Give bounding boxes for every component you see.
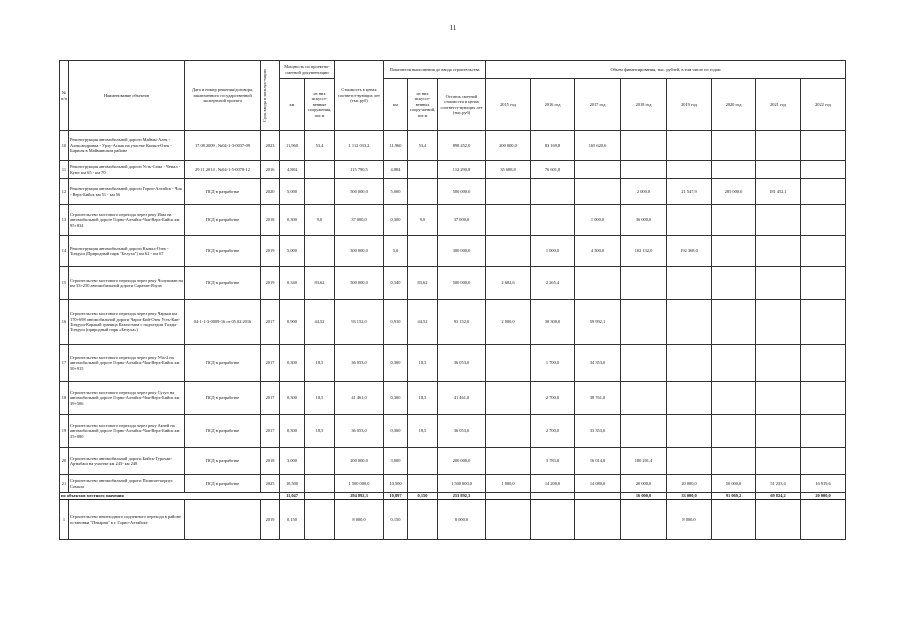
row-funding-year [667,382,712,415]
total-funding-year: 16 000,0 [621,493,667,500]
row-funding-year [801,161,846,179]
row-number: 15 [60,267,69,300]
header-remaining-km: км [384,79,408,131]
row-remaining-art: 53,4 [408,131,438,161]
header-term-text: Срок ввода в эксплуа-тацию [262,68,267,123]
table-row [60,475,846,493]
header-remaining-art: из них искусст-венных соору-жений, пог.м [408,79,438,131]
header-year-2017: 2017 год [575,79,621,131]
row-document: 17.08.2009 , №04-1-3-0037-09 [185,131,261,161]
objects-table-wrapper [59,60,845,540]
row-funding-year [667,415,712,448]
row-funding-year [575,161,621,179]
row-funding-year: 34 353,0 [575,345,621,382]
row-remaining-cost: 1 500 000,0 [438,475,486,493]
row-term: 2019 [261,236,280,267]
row-cost: 36 053,0 [335,345,384,382]
row-term: 2018 [261,205,280,236]
row-funding-year: 165 620,6 [575,131,621,161]
total-remaining-cost: 253 892,3 [438,493,486,500]
row-funding-year: 51 233,4 [756,475,801,493]
row-funding-year: 36 000,0 [621,205,667,236]
row-remaining-art [408,475,438,493]
row-funding-year [486,448,531,475]
total-funding-year [531,493,575,500]
row-cost: 37 000,0 [335,205,384,236]
row-remaining-cost: 36 053,0 [438,345,486,382]
row-funding-year: 2 700,0 [531,382,575,415]
table-row [60,267,846,300]
header-year-2020: 2020 год [712,79,756,131]
row-funding-year [712,500,756,540]
total-row [60,493,846,500]
row-funding-year: 38 761,0 [575,382,621,415]
table-row [60,300,846,345]
row-remaining-km: 5,000 [384,179,408,205]
row-remaining-km: 0,300 [384,382,408,415]
row-capacity-art [305,179,335,205]
row-funding-year [712,345,756,382]
header-year-2018: 2018 год [621,79,667,131]
row-remaining-art: 18,5 [408,382,438,415]
row-term: 2018 [261,448,280,475]
row-funding-year: 33 353,0 [575,415,621,448]
row-object-name: Строительство автомобильной дороги Полигон-корпус Сомала [69,475,185,493]
row-funding-year [486,382,531,415]
header-year-2015: 2015 год [486,79,531,131]
header-capacity-art: из них искусст-венные сооружения, пог.м [305,79,335,131]
row-term: 2019 [261,500,280,540]
row-funding-year: 16 919,6 [801,475,846,493]
row-funding-year: 2 000,0 [621,179,667,205]
table-header [60,61,846,131]
row-capacity-art [305,448,335,475]
row-term: 2017 [261,382,280,415]
row-object-name: Строительство мостового перехода через реку Акчей на автомобильной дороге Горно-Алтайск-Чоя-Верх-Бийск км 35+080 [69,415,185,448]
row-remaining-cost: 500 000,0 [438,267,486,300]
row-object-name: Реконструкция автомобильной дороги Горно-Алтайск - Чоя - Верх-Бийск км 51 - км 56 [69,179,185,205]
header-object-name: Наименование объектов [69,61,185,131]
row-funding-year: 83 169,8 [531,131,575,161]
row-capacity-art: 18,5 [305,415,335,448]
row-term: 2020 [261,179,280,205]
row-capacity-km: 0,300 [280,415,305,448]
table-body [60,131,846,540]
row-capacity-km: 5,000 [280,179,305,205]
row-document: ПСД в разработке [185,267,261,300]
row-cost: 1 500 000,0 [335,475,384,493]
row-remaining-km: 11,960 [384,131,408,161]
total-capacity-art [305,493,335,500]
row-remaining-km: 5,0 [384,236,408,267]
row-remaining-art [408,236,438,267]
row-funding-year [801,382,846,415]
row-remaining-km: 4,884 [384,161,408,179]
row-funding-year [667,131,712,161]
table-row [60,161,846,179]
row-funding-year [801,267,846,300]
total-remaining-km: 10,897 [384,493,408,500]
row-funding-year: 59 992,1 [575,300,621,345]
row-cost: 115 790,5 [335,161,384,179]
header-year-2016: 2016 год [531,79,575,131]
row-capacity-art: 18,5 [305,382,335,415]
row-funding-year [712,161,756,179]
row-term: 2023 [261,131,280,161]
row-document: ПСД в разработке [185,345,261,382]
header-document: Дата и номер решения/договора, заключенного государственной экспертизой проекта [185,61,261,131]
row-number: 12 [60,179,69,205]
table-row [60,415,846,448]
header-year-2022: 2022 год [801,79,846,131]
row-funding-year: 3 783,8 [531,448,575,475]
row-cost: 93 152,0 [335,300,384,345]
row-remaining-art: 18,5 [408,345,438,382]
row-funding-year [621,382,667,415]
row-funding-year [801,205,846,236]
row-funding-year: 16 014,8 [575,448,621,475]
row-remaining-art: 44,52 [408,300,438,345]
row-document: ПСД в разработке [185,448,261,475]
row-cost: 1 112 033,2 [335,131,384,161]
row-remaining-cost: 41 461,0 [438,382,486,415]
row-funding-year [756,345,801,382]
row-funding-year [621,131,667,161]
row-funding-year [801,131,846,161]
row-remaining-cost: 500 000,0 [438,179,486,205]
row-document: ПСД в разработке [185,415,261,448]
row-number: 17 [60,345,69,382]
row-remaining-art: 83,62 [408,267,438,300]
row-remaining-km: 3,000 [384,448,408,475]
row-term: 2017 [261,345,280,382]
total-capacity-km: 11,047 [280,493,305,500]
row-capacity-art: 44,52 [305,300,335,345]
row-term: 2016 [261,161,280,179]
row-remaining-km: 0,300 [384,205,408,236]
row-term: 2019 [261,267,280,300]
row-funding-year [756,415,801,448]
row-object-name: Реконструкция автомобильной дороги Маймы-Алек - Александровка - Урлу-Аспак на участке Кызыл-Озек - Бирюля в Майминском районе [69,131,185,161]
row-capacity-km: 0,300 [280,205,305,236]
row-cost: 200 000,0 [335,448,384,475]
row-funding-year: 21 547,9 [667,179,712,205]
row-remaining-km: 0,340 [384,267,408,300]
row-funding-year [621,345,667,382]
table-row [60,131,846,161]
row-funding-year [621,300,667,345]
row-remaining-cost: 300 000,0 [438,236,486,267]
row-cost: 36 053,0 [335,415,384,448]
row-object-name: Строительство автомобильной дороги Бийск-Турочак-Артыбаш на участке км 243- км 248 [69,448,185,475]
row-number: 19 [60,415,69,448]
row-funding-year: 1 000,0 [531,236,575,267]
row-object-name: Реконструкция автомобильной дороги Усть-Сема - Чемал - Куюс км 65 - км 70 [69,161,185,179]
row-funding-year [801,448,846,475]
row-funding-year [801,345,846,382]
row-term: 2025 [261,475,280,493]
row-cost: 500 000,0 [335,179,384,205]
table-row [60,205,846,236]
row-funding-year [531,500,575,540]
row-number: 21 [60,475,69,493]
row-object-name: Реконструкция автомобильной дороги Кызыл-Озек - Тондуш (Природный парк "Белуха") км 62 - км 67 [69,236,185,267]
row-funding-year: 20 000,0 [621,475,667,493]
row-capacity-km: 0,300 [280,345,305,382]
row-capacity-km: 0,150 [280,500,305,540]
row-funding-year [486,345,531,382]
total-label: по объектам местного значения [60,493,280,500]
row-capacity-km: 5,000 [280,236,305,267]
row-funding-year [486,500,531,540]
row-funding-year [801,500,846,540]
row-funding-year [667,205,712,236]
row-remaining-cost: 8 000,0 [438,500,486,540]
row-funding-year: 1 700,0 [531,345,575,382]
total-cost: 294 892,3 [335,493,384,500]
row-capacity-art [305,500,335,540]
row-cost: 41 461,0 [335,382,384,415]
row-funding-year [756,161,801,179]
row-funding-year [575,267,621,300]
row-funding-year: 2 265,4 [531,267,575,300]
row-document: ПСД в разработке [185,179,261,205]
row-number: 14 [60,236,69,267]
row-cost: 8 000,0 [335,500,384,540]
row-funding-year [667,345,712,382]
row-funding-year [756,448,801,475]
row-remaining-art [408,179,438,205]
row-remaining-cost: 36 053,0 [438,415,486,448]
row-funding-year: 1 000,0 [486,475,531,493]
row-document: 04-1-1-3-0009-16 от 05.02.2016 [185,300,261,345]
row-funding-year [756,300,801,345]
row-funding-year [712,236,756,267]
total-funding-year [575,493,621,500]
row-object-name: Строительство мостового перехода через реку Сугул на автомобильной дороге Горно-Алтайск-Чоя-Верх-Бийск км 39+506 [69,382,185,415]
row-cost: 300 000,0 [335,236,384,267]
total-funding-year: 69 824,2 [756,493,801,500]
row-funding-year: 35 688,8 [486,161,531,179]
row-remaining-km: 10,500 [384,475,408,493]
row-funding-year [531,179,575,205]
row-funding-year [531,205,575,236]
row-funding-year [486,236,531,267]
row-funding-year [575,500,621,540]
row-capacity-km: 0,300 [280,382,305,415]
row-remaining-km: 0,300 [384,345,408,382]
row-document: ПСД в разработке [185,475,261,493]
total-remaining-art: 0,150 [408,493,438,500]
row-remaining-cost: 93 152,0 [438,300,486,345]
objects-table [59,60,846,540]
row-document: 29.11.2014 , №04-1-5-0078-12 [185,161,261,179]
table-row [60,448,846,475]
row-remaining-cost: 112 290,8 [438,161,486,179]
header-term [261,61,280,131]
row-funding-year: 1 000,0 [575,205,621,236]
row-remaining-km: 0,300 [384,415,408,448]
row-remaining-km: 0,150 [384,500,408,540]
row-funding-year [756,205,801,236]
row-funding-year [667,161,712,179]
row-number: 18 [60,382,69,415]
row-funding-year [712,300,756,345]
row-number: 10 [60,131,69,161]
row-document: ПСД в разработке [185,205,261,236]
row-funding-year [801,236,846,267]
row-funding-year: 102 132,0 [621,236,667,267]
row-document [185,500,261,540]
row-number: 1 [60,500,69,540]
row-funding-year [575,179,621,205]
row-object-name: Строительство пешеходного подземного перехода в районе остановки "Пекарня" в г. Горно-Алтайске [69,500,185,540]
row-funding-year: 181 452,1 [756,179,801,205]
header-year-2019: 2019 год [667,79,712,131]
row-capacity-art [305,475,335,493]
row-funding-year [486,205,531,236]
row-remaining-cost: 200 000,0 [438,448,486,475]
row-funding-year: 200 000,0 [486,131,531,161]
row-capacity-art: 18,5 [305,345,335,382]
row-funding-year [756,236,801,267]
row-object-name: Строительство мостового перехода через реку Иша на автомобильной дороге Горно-Алтайск-Чоя-Верх-Бийск км 95+834 [69,205,185,236]
row-funding-year: 30 300,0 [531,300,575,345]
row-remaining-art [408,448,438,475]
row-funding-year [756,500,801,540]
row-funding-year: 50 000,0 [712,475,756,493]
row-number: 20 [60,448,69,475]
row-number: 16 [60,300,69,345]
table-row [60,500,846,540]
row-remaining-art [408,500,438,540]
row-funding-year [667,448,712,475]
row-capacity-km: 0,340 [280,267,305,300]
row-cost: 500 000,0 [335,267,384,300]
row-capacity-art [305,236,335,267]
row-funding-year [712,415,756,448]
row-funding-year [712,131,756,161]
row-document: ПСД в разработке [185,382,261,415]
row-funding-year: 8 000,0 [667,500,712,540]
row-funding-year [667,300,712,345]
header-capacity-km: км [280,79,305,131]
total-funding-year [486,493,531,500]
row-capacity-km: 3,000 [280,448,305,475]
row-funding-year [801,300,846,345]
row-remaining-cost: 898 452,0 [438,131,486,161]
row-term: 2017 [261,415,280,448]
row-object-name: Строительство мостового перехода через реку Чолушман на км 33+250 автомобильной дороги Саратан-Язула [69,267,185,300]
header-year-2021: 2021 год [756,79,801,131]
row-capacity-art: 53,4 [305,131,335,161]
table-row [60,236,846,267]
row-funding-year [621,161,667,179]
row-funding-year [667,267,712,300]
row-remaining-art [408,161,438,179]
row-funding-year [756,267,801,300]
row-object-name: Строительство мостового перехода через реку Чарыш км 170+698 автомобильной дороги Чарга-Бий-Озек Усть-Кан-Тондуш-Каракай граница Казахстана с подъездом Талды-Тондуш (природный парк «Белуха») [69,300,185,345]
row-funding-year: 285 000,0 [712,179,756,205]
row-funding-year: 14 200,0 [531,475,575,493]
row-funding-year [621,500,667,540]
row-capacity-km: 0,900 [280,300,305,345]
row-capacity-art: 9,0 [305,205,335,236]
row-funding-year [801,179,846,205]
header-remaining-cost: Остаток сметной стоимости в ценах соответст-вующих лет (тыс.руб) [438,79,486,131]
row-object-name: Строительство мостового перехода через реку Уба-2 на автомобильной дороге Горно-Алтайск-Чоя-Верх-Бийск км 50+915 [69,345,185,382]
row-funding-year: 180 201,4 [621,448,667,475]
row-funding-year: 76 601,8 [531,161,575,179]
table-row [60,345,846,382]
row-capacity-km: 11,960 [280,131,305,161]
row-remaining-art: 18,5 [408,415,438,448]
header-capacity-group: Мощность по проектно-сметной документации [280,61,335,79]
row-capacity-km: 4,884 [280,161,305,179]
row-remaining-art: 9,0 [408,205,438,236]
row-capacity-art: 83,62 [305,267,335,300]
row-funding-year [712,382,756,415]
row-number: 11 [60,161,69,179]
header-cost: Стоимость в ценах соответст-вующих лет (тыс.руб) [335,61,384,131]
row-funding-year [712,205,756,236]
row-funding-year: 14 080,0 [575,475,621,493]
row-funding-year [712,448,756,475]
page-number: 11 [449,24,457,32]
total-funding-year: 33 000,0 [667,493,712,500]
row-document: ПСД в разработке [185,236,261,267]
row-remaining-cost: 37 000,0 [438,205,486,236]
table-row [60,179,846,205]
row-term: 2017 [261,300,280,345]
total-funding-year: 91 069,2 [712,493,756,500]
row-number: 13 [60,205,69,236]
row-remaining-km: 0,910 [384,300,408,345]
row-funding-year: 2 682,6 [486,267,531,300]
row-funding-year [486,179,531,205]
header-remaining-group: Показатели выполнения до ввода строительства [384,61,486,79]
row-funding-year: 192 368,0 [667,236,712,267]
row-capacity-art [305,161,335,179]
table-row [60,382,846,415]
row-funding-year: 4 500,0 [575,236,621,267]
row-funding-year [801,415,846,448]
header-number: № п/п [60,61,69,131]
row-funding-year [621,267,667,300]
header-funding-group: Объем финансирования, тыс. рублей, в том числе по годам [486,61,846,79]
row-funding-year [756,131,801,161]
row-funding-year: 2 000,0 [486,300,531,345]
row-funding-year: 20 000,0 [667,475,712,493]
row-funding-year [712,267,756,300]
total-funding-year: 20 000,0 [801,493,846,500]
row-capacity-km: 10,500 [280,475,305,493]
row-funding-year [756,382,801,415]
row-funding-year: 2 700,0 [531,415,575,448]
row-funding-year [621,415,667,448]
row-funding-year [486,415,531,448]
